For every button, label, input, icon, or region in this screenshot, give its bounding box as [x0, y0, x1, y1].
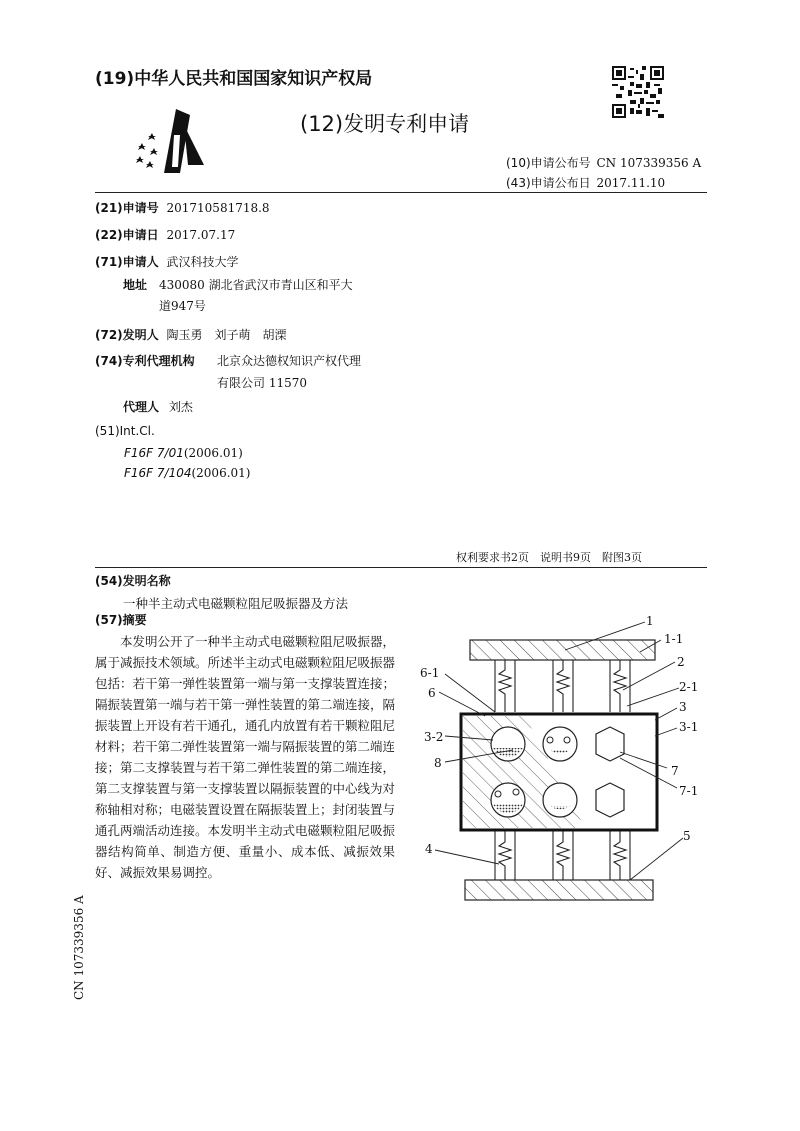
- document-type: (12)发明专利申请: [300, 112, 470, 136]
- figure-label: 6-1: [420, 666, 440, 680]
- figure-label: 1-1: [664, 632, 684, 646]
- applicant: 武汉科技大学: [166, 255, 239, 269]
- pub-no: CN 107339356 A: [596, 156, 702, 170]
- agent: 刘杰: [168, 400, 193, 414]
- agency-line1: 北京众达德权知识产权代理: [217, 354, 362, 368]
- intcl-entry: [124, 466, 250, 480]
- figure-label: 2-1: [679, 680, 699, 694]
- section-rule: [95, 567, 707, 568]
- figure-label: 8: [434, 756, 442, 770]
- app-no: 201710581718.8: [166, 201, 270, 215]
- applicant-label: (71)申请人: [95, 255, 159, 269]
- figure-label: 7: [671, 764, 679, 778]
- figure-label: 3-2: [424, 730, 444, 744]
- app-no-row: [95, 199, 270, 216]
- address-label: 地址: [123, 278, 148, 292]
- abstract-figure: [415, 612, 715, 912]
- abstract-label: (57)摘要: [95, 613, 147, 627]
- address-line2: 道947号: [159, 299, 206, 313]
- applicant-row: [95, 253, 239, 270]
- app-date-row: [95, 226, 235, 243]
- intcl-label: (51)Int.Cl.: [95, 424, 155, 438]
- app-date: 2017.07.17: [166, 228, 236, 242]
- figure-label: 3-1: [679, 720, 699, 734]
- figure-label: 7-1: [679, 784, 699, 798]
- pub-date: 2017.11.10: [596, 176, 666, 190]
- agency-line2: 有限公司 11570: [217, 376, 307, 390]
- app-date-label: (22)申请日: [95, 228, 159, 242]
- figure-label: 5: [683, 829, 691, 843]
- page-counts: 权利要求书2页 说明书9页 附图3页: [456, 551, 642, 564]
- intcl-code: F16F 7/104: [124, 466, 192, 480]
- pub-date-label: (43)申请公布日: [506, 176, 591, 190]
- pub-no-label: (10)申请公布号: [506, 156, 591, 170]
- intcl-entry: [124, 446, 243, 460]
- figure-label: 1: [646, 614, 654, 628]
- cnipa-logo: [128, 105, 208, 175]
- address-line1: 430080 湖北省武汉市青山区和平大: [159, 278, 353, 292]
- intcl-version: (2006.01): [183, 446, 243, 460]
- invention-title: 一种半主动式电磁颗粒阻尼吸振器及方法: [123, 596, 349, 611]
- figure-label: 4: [425, 842, 433, 856]
- intcl-code: F16F 7/01: [124, 446, 184, 460]
- inventor-row: [95, 326, 287, 343]
- app-no-label: (21)申请号: [95, 201, 159, 215]
- abstract-text: 本发明公开了一种半主动式电磁颗粒阻尼吸振器，属于减振技术领域。所述半主动式电磁颗粒阻尼吸振器包括：若干第一弹性装置第一端与第一支撑装置连接；隔振装置第一端与若干第一弹性装置的第二端连接，隔振装置上开设有若干通孔，通孔内放置有若干颗粒阻尼材料；若干第二弹性装置第一端与隔振装置的第二端连接；第二支撑装置与若干第二弹性装置的第二端连接，第二支撑装置与第一支撑装置以隔振装置的中心线为对称轴相对称；电磁装置设置在隔振装置上；封闭装置与通孔两端活动连接。本发明半主动式电磁颗粒阻尼吸振器结构简单、制造方便、重量小、成本低、减振效果好、减振效果易调控。: [95, 634, 396, 880]
- qr-code: [612, 66, 664, 118]
- agent-row: [123, 398, 193, 415]
- inventors: 陶玉勇 刘子萌 胡溧: [166, 328, 287, 342]
- office-name: (19)中华人民共和国国家知识产权局: [95, 69, 373, 89]
- title-label: (54)发明名称: [95, 574, 171, 588]
- intcl-version: (2006.01): [191, 466, 251, 480]
- agent-label: 代理人: [123, 400, 160, 414]
- pub-no-row: [506, 154, 701, 171]
- side-publication-number: CN 107339356 A: [72, 895, 86, 1000]
- header-rule: [95, 192, 707, 193]
- figure-label: 6: [428, 686, 436, 700]
- figure-label: 2: [677, 655, 685, 669]
- agency-label: (74)专利代理机构: [95, 354, 195, 368]
- figure-label: 3: [679, 700, 687, 714]
- inventor-label: (72)发明人: [95, 328, 159, 342]
- pub-date-row: [506, 174, 665, 191]
